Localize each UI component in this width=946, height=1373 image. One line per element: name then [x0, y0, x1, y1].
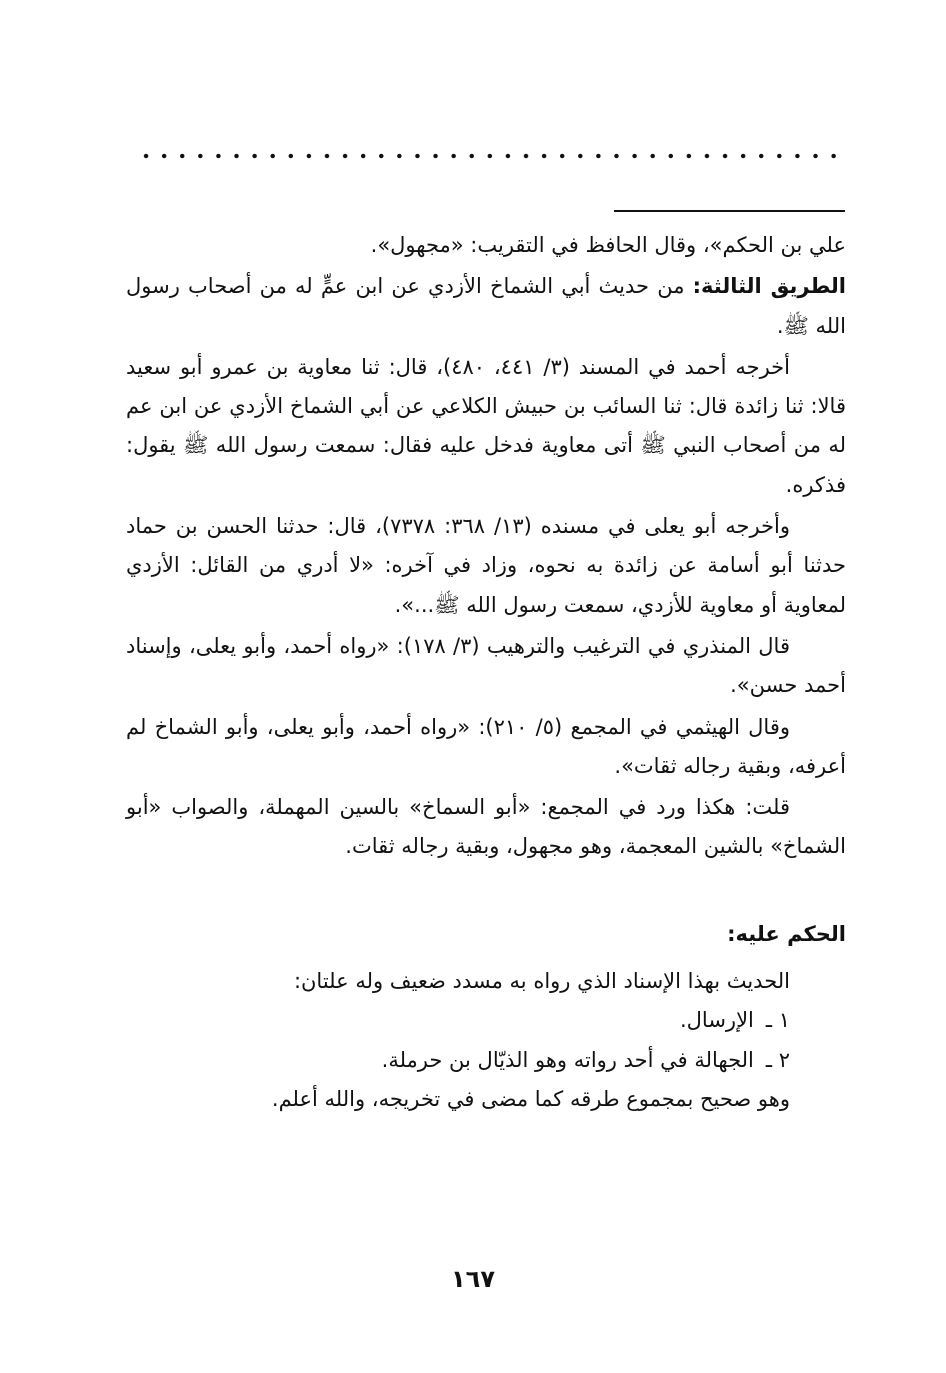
- ruling-item-text: الإرسال.: [680, 1008, 754, 1033]
- ruling-section: [230, 962, 790, 1119]
- section-lead: الطريق الثالثة:: [692, 274, 846, 299]
- paragraph-5: قال المنذري في الترغيب والترهيب (٣/ ١٧٨): «رواه أحمد، وأبو يعلى، وإسناد أحمد حسن».: [126, 633, 846, 698]
- ruling-item: [230, 1041, 790, 1080]
- ruling-item: [230, 1001, 790, 1040]
- page-number: ١٦٧: [451, 1265, 495, 1293]
- paragraph-6: وقال الهيثمي في المجمع (٥/ ٢١٠): «رواه أحمد، وأبو يعلى، وأبو الشماخ لم أعرفه، وبقية رجاله ثقات».: [126, 714, 846, 778]
- dotted-separator: [137, 150, 843, 162]
- paragraph-4: وأخرجه أبو يعلى في مسنده (١٣/ ٣٦٨: ٧٣٧٨)، قال: حدثنا الحسن بن حماد حدثنا أبو أسامة عن زائدة به نحوه، وزاد في آخره: «لا أدري من القائل: الأزدي لمعاوية أو معاوية للأزدي، سمعت رسول الله ﷺ...».: [126, 514, 846, 617]
- ruling-item-text: الجهالة في أحد رواته وهو الذيّال بن حرملة.: [381, 1047, 754, 1072]
- ruling-intro: الحديث بهذا الإسناد الذي رواه به مسدد ضعيف وله علتان:: [293, 969, 790, 993]
- footnote-rule: [614, 210, 845, 212]
- ruling-item-number: ١ ـ: [765, 1008, 790, 1033]
- paragraph-2-text: من حديث أبي الشماخ الأزدي عن ابن عمٍّ له من أصحاب رسول الله ﷺ.: [126, 274, 846, 338]
- paragraph-2: [126, 267, 846, 346]
- ruling-item-number: ٢ ـ: [765, 1047, 790, 1072]
- ruling-heading: الحكم عليه:: [727, 922, 846, 946]
- paragraph-1: علي بن الحكم»، وقال الحافظ في التقريب: «مجهول».: [370, 233, 846, 257]
- paragraph-3: أخرجه أحمد في المسند (٣/ ٤٤١، ٤٨٠)، قال: ثنا معاوية بن عمرو أبو سعيد قالا: ثنا زائدة قال: ثنا السائب بن حبيش الكلاعي عن أبي الشماخ الأزدي عن ابن عم له من أصحاب النبي ﷺ أتى معاوية فدخل عليه فقال: سمعت رسول الله ﷺ يقول: فذكره.: [126, 354, 846, 497]
- ruling-conclusion: وهو صحيح بمجموع طرقه كما مضى في تخريجه، والله أعلم.: [271, 1086, 790, 1111]
- paragraph-7: قلت: هكذا ورد في المجمع: «أبو السماخ» بالسين المهملة، والصواب «أبو الشماخ» بالشين المعجمة، وهو مجهول، وبقية رجاله ثقات.: [126, 795, 846, 859]
- body-text: [126, 226, 846, 869]
